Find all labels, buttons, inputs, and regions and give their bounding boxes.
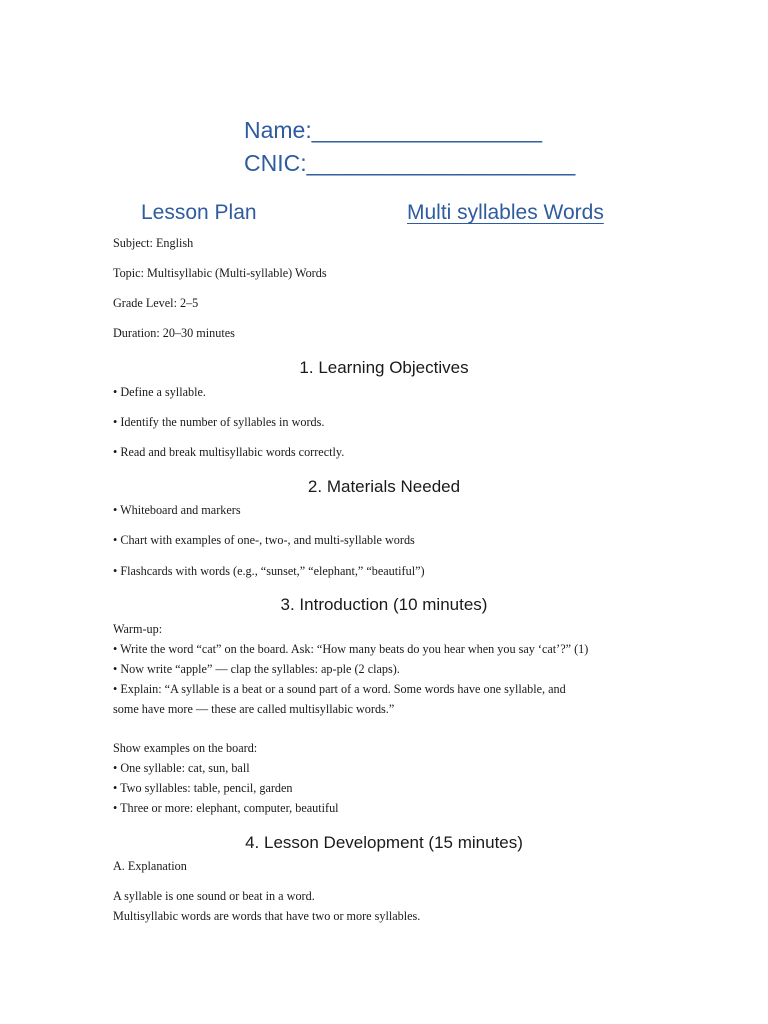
development-heading: 4. Lesson Development (15 minutes) xyxy=(245,833,523,852)
development-line: A syllable is one sound or beat in a word. xyxy=(113,889,315,903)
objective-item: • Identify the number of syllables in words. xyxy=(113,415,325,429)
development-line: Multisyllabic words are words that have two or more syllables. xyxy=(113,909,421,923)
example-item: • One syllable: cat, sun, ball xyxy=(113,761,250,775)
intro-line: some have more — these are called multisyllabic words.” xyxy=(113,702,395,716)
objective-item: • Define a syllable. xyxy=(113,385,206,399)
subject-line: Subject: English xyxy=(113,236,194,250)
objective-item: • Read and break multisyllabic words correctly. xyxy=(113,445,345,459)
materials-heading: 2. Materials Needed xyxy=(307,477,461,496)
material-item: • Whiteboard and markers xyxy=(113,503,241,517)
introduction-heading: 3. Introduction (10 minutes) xyxy=(280,595,488,614)
material-item: • Chart with examples of one-, two-, and multi-syllable words xyxy=(113,533,415,547)
explanation-label: A. Explanation xyxy=(113,859,187,873)
topic-title: Multi syllables Words xyxy=(407,201,604,224)
warmup-label: Warm-up: xyxy=(113,622,163,636)
duration-line: Duration: 20–30 minutes xyxy=(113,326,235,340)
examples-label: Show examples on the board: xyxy=(113,741,258,755)
intro-line: • Explain: “A syllable is a beat or a sound part of a word. Some words have one syllable, and xyxy=(113,682,566,696)
name-field-line: Name:__________________ xyxy=(244,117,542,143)
grade-line: Grade Level: 2–5 xyxy=(113,296,199,310)
example-item: • Three or more: elephant, computer, beautiful xyxy=(113,801,339,815)
topic-line: Topic: Multisyllabic (Multi-syllable) Words xyxy=(113,266,327,280)
lesson-plan-title: Lesson Plan xyxy=(141,201,257,224)
example-item: • Two syllables: table, pencil, garden xyxy=(113,781,293,795)
intro-line: • Now write “apple” — clap the syllables: ap-ple (2 claps). xyxy=(113,662,400,676)
intro-line: • Write the word “cat” on the board. Ask: “How many beats do you hear when you say ‘cat’?” (1) xyxy=(113,642,589,656)
cnic-field-line: CNIC:_____________________ xyxy=(244,150,576,176)
objectives-heading: 1. Learning Objectives xyxy=(299,358,469,377)
material-item: • Flashcards with words (e.g., “sunset,” “elephant,” “beautiful”) xyxy=(113,564,425,578)
